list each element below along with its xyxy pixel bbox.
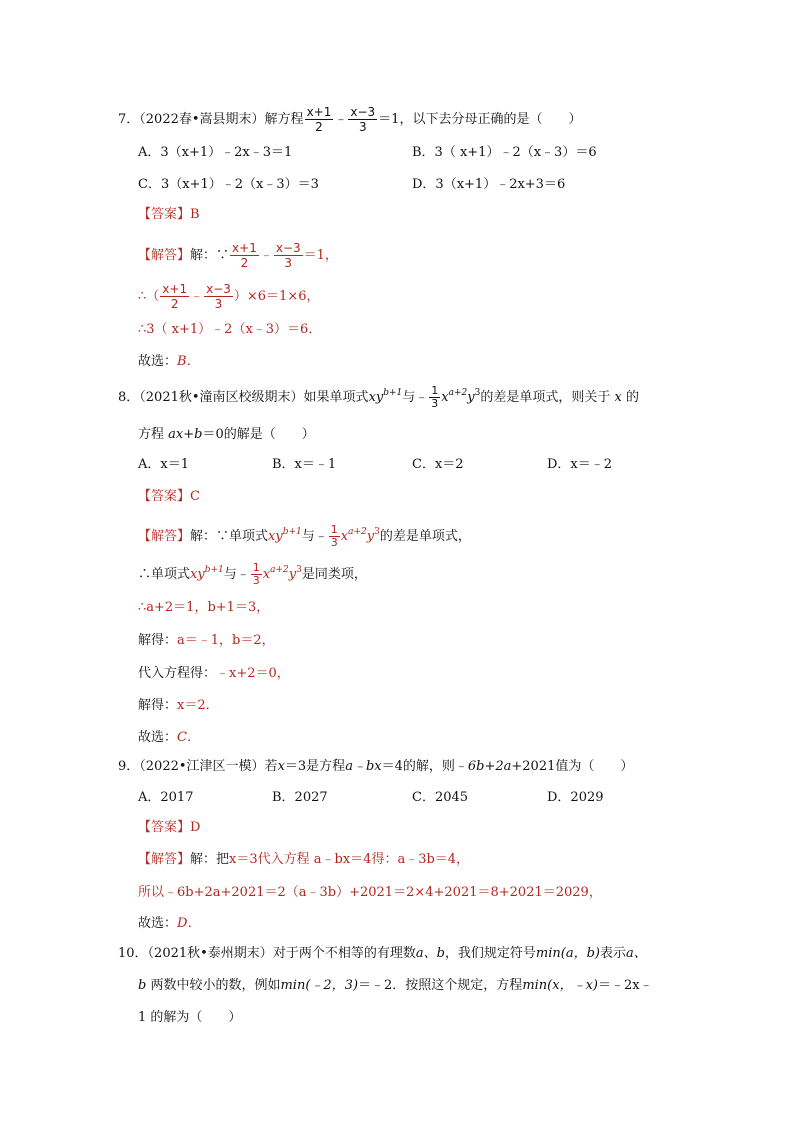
fraction: $\frac{x-3}{3}$ [350,105,376,134]
answer-tag: 【答案】 [138,489,191,504]
fraction: $\frac{1}{3}$ [330,523,338,549]
answer-tag: 【答案】 [138,820,191,835]
option-b: B．3（ x+1）﹣2（x﹣3）＝6 [412,145,597,160]
option-a: A．3（x+1）﹣2x﹣3＝1 [138,145,293,160]
question-number: 9． [118,759,140,774]
fraction: $\frac{1}{3}$ [252,561,260,587]
solution-line: 故选：C． [138,730,200,745]
option-d: D．3（x+1）﹣2x+3＝6 [412,177,566,192]
solution-line: ∴3（ x+1）﹣2（x﹣3）＝6． [138,322,322,337]
option-c: C．x＝2 [412,457,464,472]
fraction: $\frac{x-3}{3}$ [206,282,231,311]
question-8-stem: 8．（2021秋•潼南区校级期末）如果单项式$xy^{b+1}$与﹣ $\frac{1}{3}$ $x^{a+2}y^3$的差是单项式，则关于 x 的 [118,384,640,410]
solution-line: 【解答】解：∵ $\frac{x+1}{2}$ ﹣ $\frac{x-3}{3}$ ＝1， [138,241,338,270]
answer-line [138,205,200,225]
solution-tag: 【解答】 [138,852,191,867]
answer-value: B [190,207,200,222]
fraction: $\frac{x-3}{3}$ [275,241,301,270]
solution-tag: 【解答】 [138,248,191,263]
question-number: 8． [118,390,140,405]
solution-line: ∴（ $\frac{x+1}{2}$ ﹣ $\frac{x-3}{3}$ ）×6＝1×6， [138,282,320,311]
solution-tag: 【解答】 [138,529,191,544]
fraction: $\frac{x+1}{2}$ [232,241,257,270]
fraction: $\frac{x+1}{2}$ [162,282,188,311]
answer-value: C [190,489,200,504]
question-9-stem: 9．（2022•江津区一模）若x＝3是方程a﹣bx＝4的解，则﹣6b+2a+2021值为（ ） [118,759,634,774]
question-source: （2022春•嵩县期末） [139,112,265,127]
solution-line: 代入方程得：﹣x+2＝0， [138,666,290,681]
solution-line: 【解答】解：∵单项式$xy^{b+1}$与﹣ $\frac{1}{3}$ $x^{a+2}y^3$的差是单项式， [138,523,471,549]
answer-value: D [190,820,201,835]
option-a: A．2017 [138,790,194,805]
solution-line: 故选：D． [138,916,201,931]
fraction: $\frac{x+1}{2}$ [306,105,332,134]
option-c: C．2045 [412,790,469,805]
solution-line: 所以﹣6b+2a+2021＝2（a﹣3b）+2021＝2×4+2021＝8+2021＝2029， [138,885,602,900]
solution-line: 解得：a＝﹣1，b＝2， [138,633,275,648]
answer-tag: 【答案】 [138,207,191,222]
solution-line: 故选：B． [138,354,200,369]
question-10-stem: 10．（2021秋•泰州期末）对于两个不相等的有理数a、b，我们规定符号min(a，b)表示a、 [118,946,647,961]
question-source: （2021秋•泰州期末） [147,946,273,961]
question-number: 7． [118,112,140,127]
option-a: A．x＝1 [138,457,189,472]
option-d: D．x＝﹣2 [547,457,613,472]
solution-line: 【解答】解：把x＝3代入方程 a﹣bx＝4得：a﹣3b＝4， [138,852,470,867]
answer-line [138,487,200,507]
answer-line [138,818,200,838]
option-b: B．2027 [272,790,328,805]
question-source: （2022•江津区一模） [139,759,265,774]
question-8-stem-line2: 方程 ax+b＝0的解是（ ） [138,427,315,442]
option-c: C．3（x+1）﹣2（x﹣3）＝3 [138,177,319,192]
option-b: B．x＝﹣1 [272,457,337,472]
solution-line: ∴a+2＝1，b+1＝3， [138,600,270,615]
option-d: D．2029 [547,790,604,805]
question-10-stem-line2: b 两数中较小的数，例如min(﹣2，3)＝﹣2．按照这个规定，方程min(x，﹣x)＝﹣2x﹣ [138,978,653,993]
fraction: $\frac{1}{3}$ [431,384,439,410]
question-7-stem: 7．（2022春•嵩县期末）解方程 $\frac{x+1}{2}$ ﹣ $\frac{x-3}{3}$ ＝1，以下去分母正确的是（ ） [118,105,582,134]
solution-line: 解得：x＝2． [138,698,219,713]
solution-line: ∴单项式$xy^{b+1}$与﹣ $\frac{1}{3}$ $x^{a+2}y^3$是同类项， [138,561,367,587]
question-number: 10． [118,946,148,961]
question-source: （2021秋•潼南区校级期末） [139,390,304,405]
question-10-stem-line3: 1 的解为（ ） [138,1010,242,1025]
